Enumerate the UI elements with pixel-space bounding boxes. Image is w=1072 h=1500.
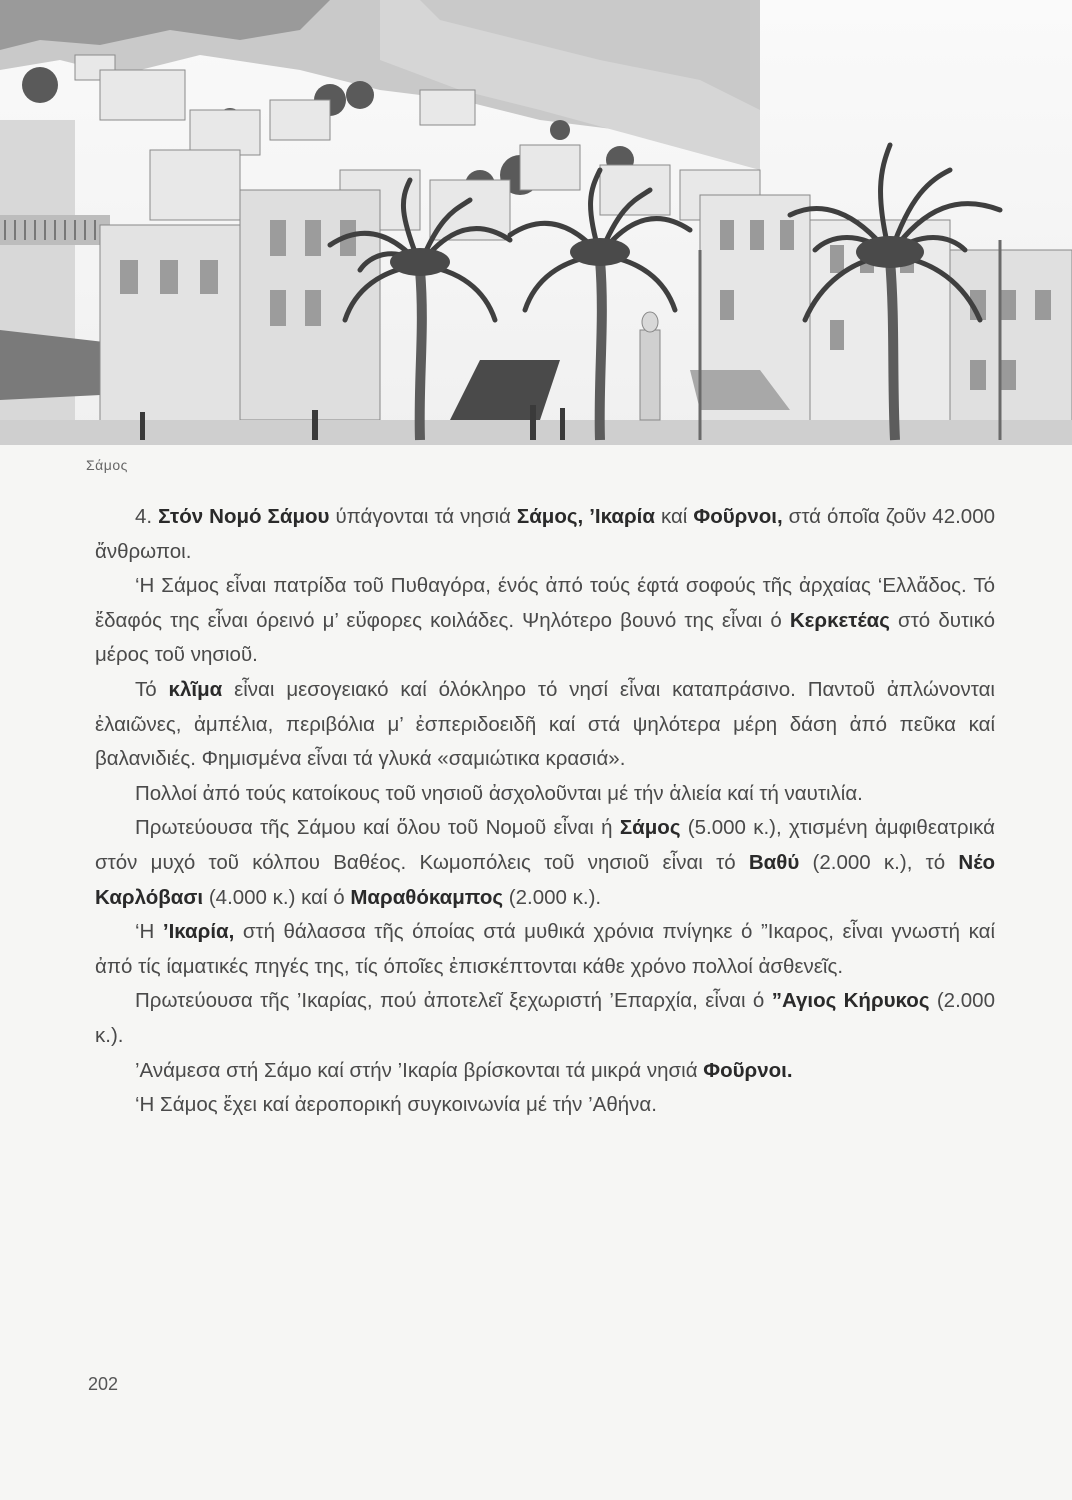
page-number: 202: [88, 1374, 119, 1394]
paragraph-1: [95, 500, 995, 569]
bold-term: Μαραθόκαμπος: [350, 885, 504, 909]
paragraph-5: [95, 811, 995, 915]
paragraph-7: [95, 984, 995, 1053]
text-run: (4.000 κ.) καί ό: [203, 885, 351, 909]
section-number: 4.: [135, 505, 159, 528]
text-run: εἶναι μεσογειακό καί όλόκληρο τό νησί εἶναι καταπράσινο. Παντοῦ ἀπλώνονται ἐλαιῶνες, ἀμπέλια, περιβόλια μ’ ἐσπεριδοειδῆ καί στά ψηλότερα μέρη δάση ἀπό πεῦκα καί βαλανιδιές. Φημισμένα εἶναι τά γλυκά «σαμιώτικα κρασιά».: [95, 677, 995, 771]
text-run: στά όποῖα ζοῦν 42.000 ἄνθρωποι.: [95, 505, 995, 563]
bold-term: Κερκετέας: [789, 608, 890, 632]
text-run: (2.000 κ.).: [95, 989, 995, 1047]
paragraph-6: [95, 915, 995, 984]
bold-term: ”Αγιος Κήρυκος: [771, 989, 930, 1013]
bold-term: Σάμος: [619, 816, 681, 840]
text-run: στό δυτικό μέρος τοῦ νησιοῦ.: [95, 608, 995, 667]
bold-term: Φοῦρνοι.: [703, 1058, 793, 1082]
paragraph-3: [95, 673, 995, 777]
body-text: [95, 500, 995, 1123]
text-run: ‘Η: [135, 920, 163, 944]
text-run: (2.000 κ.), τό: [799, 850, 959, 874]
paragraph-2: [95, 569, 995, 673]
text-run: Τό: [135, 677, 169, 701]
text-run: καί: [654, 505, 694, 528]
samos-harbor-photo: [0, 0, 1072, 445]
bold-term: ’Ικαρία,: [162, 920, 235, 944]
text-run: Πρωτεύουσα τῆς Σάμου καί ὅλου τοῦ Νομοῦ εἶναι ή: [135, 816, 620, 840]
text-run: στή θάλασσα τῆς όποίας στά μυθικά χρόνια πνίγηκε ό ”Ικαρος, εἶναι γνωστή καί ἀπό τίς ίαματικές πηγές της, τίς όποῖες ἐπισκέπτονται κάθε χρόνο πολλοί ἀσθενεῖς.: [95, 920, 995, 978]
bold-term: Βαθύ: [748, 850, 800, 874]
bold-term: Φοῦρνοι,: [693, 505, 783, 528]
text-run: ύπάγονται τά νησιά: [329, 505, 517, 528]
photo-caption: Σάμος: [86, 457, 128, 473]
text-run: Πρωτεύουσα τῆς ’Ικαρίας, πού ἀποτελεῖ ξεχωριστή ’Επαρχία, εἶναι ό: [135, 989, 772, 1013]
paragraph-9: ‘Η Σάμος ἔχει καί ἀεροπορική συγκοινωνία μέ τήν ’Αθήνα.: [135, 1093, 657, 1117]
bold-term: Νέο Καρλόβασι: [95, 850, 995, 909]
text-run: ‘Η Σάμος εἶναι πατρίδα τοῦ Πυθαγόρα, ένός ἀπό τούς έφτά σοφούς τῆς ἀρχαίας ‘Ελλἄδος. Τό ἔδαφός της εἶναι όρεινό μ’ εὔφορες κοιλάδες. Ψηλότερο βουνό της εἶναι ό: [95, 574, 995, 632]
bold-term: Σάμος, ’Ικαρία: [516, 505, 655, 528]
text-run: ’Ανάμεσα στή Σάμο καί στήν ’Ικαρία βρίσκονται τά μικρά νησιά: [135, 1058, 704, 1082]
text-run: (2.000 κ.).: [503, 885, 602, 909]
bold-term: Στόν Νομό Σάμου: [158, 505, 330, 528]
bold-term: κλῖμα: [168, 677, 223, 701]
paragraph-4: Πολλοί ἀπό τούς κατοίκους τοῦ νησιοῦ ἀσχολοῦνται μέ τήν ἁλιεία καί τή ναυτιλία.: [135, 781, 863, 805]
text-run: (5.000 κ.), χτισμένη ἀμφιθεατρικά στόν μυχό τοῦ κόλπου Βαθέος. Κωμοπόλεις τοῦ νησιοῦ εἶναι τό: [95, 816, 995, 874]
paragraph-8: [95, 1054, 995, 1089]
